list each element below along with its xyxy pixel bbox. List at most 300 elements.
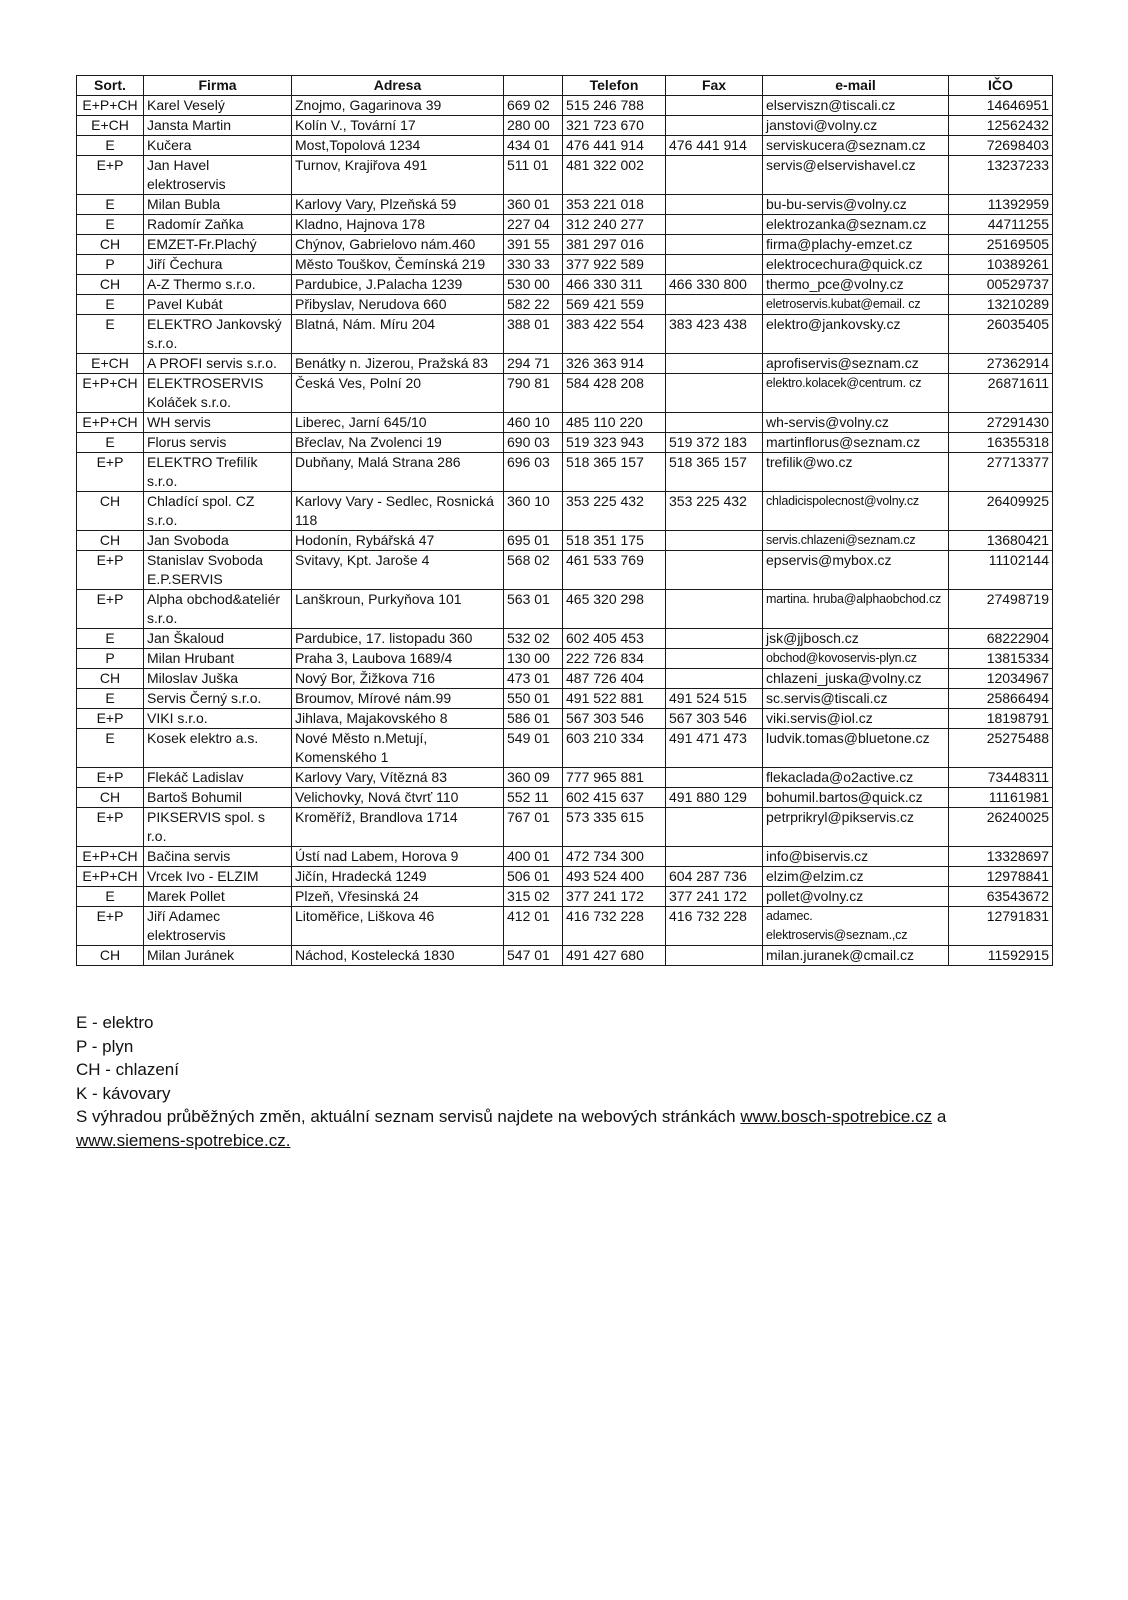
table-row: [77, 136, 1053, 156]
cell-ico: 72698403: [949, 136, 1053, 156]
cell-fax: 377 241 172: [666, 887, 763, 907]
cell-sort: CH: [77, 235, 144, 255]
table-row: [77, 867, 1053, 887]
cell-firma: Marek Pollet: [144, 887, 292, 907]
cell-fax: [666, 590, 763, 629]
cell-telefon: 461 533 769: [563, 551, 666, 590]
cell-telefon: 312 240 277: [563, 215, 666, 235]
cell-firma: Alpha obchod&ateliér s.r.o.: [144, 590, 292, 629]
cell-telefon: 481 322 002: [563, 156, 666, 195]
legend-item-chlazeni: CH - chlazení: [76, 1060, 179, 1079]
cell-sort: CH: [77, 531, 144, 551]
cell-ico: 10389261: [949, 255, 1053, 275]
table-row: [77, 729, 1053, 768]
cell-email: pollet@volny.cz: [763, 887, 949, 907]
document-page: [76, 75, 1052, 966]
cell-ico: 26409925: [949, 492, 1053, 531]
cell-telefon: 485 110 220: [563, 413, 666, 433]
cell-email: serviskucera@seznam.cz: [763, 136, 949, 156]
cell-email: firma@plachy-emzet.cz: [763, 235, 949, 255]
cell-adresa: Kroměříž, Brandlova 1714: [292, 808, 504, 847]
cell-ico: 26240025: [949, 808, 1053, 847]
cell-ico: 11102144: [949, 551, 1053, 590]
header-ico: IČO: [949, 76, 1053, 96]
cell-fax: 491 524 515: [666, 689, 763, 709]
cell-firma: Servis Černý s.r.o.: [144, 689, 292, 709]
cell-ico: 13680421: [949, 531, 1053, 551]
cell-telefon: 491 522 881: [563, 689, 666, 709]
cell-email: martina. hruba@alphaobchod.cz: [763, 590, 949, 629]
cell-telefon: 515 246 788: [563, 96, 666, 116]
cell-telefon: 476 441 914: [563, 136, 666, 156]
table-row: [77, 847, 1053, 867]
cell-ico: 13210289: [949, 295, 1053, 315]
table-row: [77, 433, 1053, 453]
table-row: [77, 492, 1053, 531]
cell-adresa: Nové Město n.Metují, Komenského 1: [292, 729, 504, 768]
cell-firma: A-Z Thermo s.r.o.: [144, 275, 292, 295]
cell-adresa: Karlovy Vary, Plzeňská 59: [292, 195, 504, 215]
cell-adresa: Nový Bor, Žižkova 716: [292, 669, 504, 689]
cell-ico: 27713377: [949, 453, 1053, 492]
cell-adresa: Lanškroun, Purkyňova 101: [292, 590, 504, 629]
cell-fax: [666, 295, 763, 315]
cell-fax: [666, 96, 763, 116]
table-row: [77, 374, 1053, 413]
cell-fax: [666, 946, 763, 966]
cell-email: bu-bu-servis@volny.cz: [763, 195, 949, 215]
table-row: [77, 551, 1053, 590]
header-adresa: Adresa: [292, 76, 504, 96]
cell-email: ludvik.tomas@bluetone.cz: [763, 729, 949, 768]
table-row: [77, 946, 1053, 966]
cell-ico: 18198791: [949, 709, 1053, 729]
cell-telefon: 416 732 228: [563, 907, 666, 946]
cell-telefon: 777 965 881: [563, 768, 666, 788]
cell-firma: PIKSERVIS spol. s r.o.: [144, 808, 292, 847]
table-row: [77, 788, 1053, 808]
cell-sort: E: [77, 729, 144, 768]
cell-adresa: Pardubice, J.Palacha 1239: [292, 275, 504, 295]
cell-psc: 568 02: [504, 551, 563, 590]
cell-email: petrprikryl@pikservis.cz: [763, 808, 949, 847]
cell-sort: CH: [77, 492, 144, 531]
cell-telefon: 377 922 589: [563, 255, 666, 275]
cell-telefon: 567 303 546: [563, 709, 666, 729]
cell-adresa: Břeclav, Na Zvolenci 19: [292, 433, 504, 453]
cell-ico: 68222904: [949, 629, 1053, 649]
cell-telefon: 472 734 300: [563, 847, 666, 867]
cell-psc: 506 01: [504, 867, 563, 887]
cell-fax: 383 423 438: [666, 315, 763, 354]
cell-psc: 669 02: [504, 96, 563, 116]
cell-fax: [666, 768, 763, 788]
cell-fax: [666, 235, 763, 255]
cell-adresa: Znojmo, Gagarinova 39: [292, 96, 504, 116]
cell-email: bohumil.bartos@quick.cz: [763, 788, 949, 808]
table-row: [77, 768, 1053, 788]
cell-firma: Milan Juránek: [144, 946, 292, 966]
cell-firma: ELEKTRO Trefilík s.r.o.: [144, 453, 292, 492]
cell-psc: 547 01: [504, 946, 563, 966]
cell-psc: 550 01: [504, 689, 563, 709]
cell-sort: E: [77, 215, 144, 235]
cell-sort: CH: [77, 946, 144, 966]
cell-ico: 73448311: [949, 768, 1053, 788]
cell-fax: [666, 195, 763, 215]
table-row: [77, 907, 1053, 946]
table-row: [77, 195, 1053, 215]
cell-telefon: 377 241 172: [563, 887, 666, 907]
cell-sort: CH: [77, 275, 144, 295]
cell-email: chladicispolecnost@volny.cz: [763, 492, 949, 531]
cell-psc: 690 03: [504, 433, 563, 453]
cell-adresa: Chýnov, Gabrielovo nám.460: [292, 235, 504, 255]
table-header-row: [77, 76, 1053, 96]
cell-telefon: 519 323 943: [563, 433, 666, 453]
cell-adresa: Svitavy, Kpt. Jaroše 4: [292, 551, 504, 590]
cell-adresa: Město Touškov, Čemínská 219: [292, 255, 504, 275]
cell-firma: Jansta Martin: [144, 116, 292, 136]
cell-sort: E: [77, 295, 144, 315]
cell-fax: [666, 116, 763, 136]
cell-telefon: 573 335 615: [563, 808, 666, 847]
cell-ico: 12562432: [949, 116, 1053, 136]
cell-adresa: Karlovy Vary, Vítězná 83: [292, 768, 504, 788]
header-sort: Sort.: [77, 76, 144, 96]
cell-sort: E+P: [77, 453, 144, 492]
table-row: [77, 96, 1053, 116]
table-row: [77, 156, 1053, 195]
cell-fax: [666, 629, 763, 649]
cell-sort: E+CH: [77, 116, 144, 136]
cell-sort: CH: [77, 669, 144, 689]
cell-fax: 491 471 473: [666, 729, 763, 768]
cell-psc: 280 00: [504, 116, 563, 136]
cell-firma: Chladící spol. CZ s.r.o.: [144, 492, 292, 531]
cell-ico: 26035405: [949, 315, 1053, 354]
cell-fax: 353 225 432: [666, 492, 763, 531]
cell-sort: E+P: [77, 551, 144, 590]
cell-ico: 27362914: [949, 354, 1053, 374]
cell-firma: Radomír Zaňka: [144, 215, 292, 235]
cell-firma: Vrcek Ivo - ELZIM: [144, 867, 292, 887]
cell-firma: Miloslav Juška: [144, 669, 292, 689]
cell-email: viki.servis@iol.cz: [763, 709, 949, 729]
cell-ico: 26871611: [949, 374, 1053, 413]
legend-item-kavovary: K - kávovary: [76, 1083, 171, 1103]
cell-email: elektro@jankovsky.cz: [763, 315, 949, 354]
cell-firma: Jiří Adamec elektroservis: [144, 907, 292, 946]
cell-email: info@biservis.cz: [763, 847, 949, 867]
cell-fax: 416 732 228: [666, 907, 763, 946]
table-row: [77, 808, 1053, 847]
cell-psc: 790 81: [504, 374, 563, 413]
cell-ico: 12034967: [949, 669, 1053, 689]
table-row: [77, 629, 1053, 649]
cell-adresa: Jičín, Hradecká 1249: [292, 867, 504, 887]
cell-sort: P: [77, 649, 144, 669]
cell-fax: [666, 156, 763, 195]
cell-telefon: 493 524 400: [563, 867, 666, 887]
cell-psc: 360 10: [504, 492, 563, 531]
cell-telefon: 465 320 298: [563, 590, 666, 629]
cell-ico: 12978841: [949, 867, 1053, 887]
cell-email: adamec. elektroservis@seznam.,cz: [763, 907, 949, 946]
cell-adresa: Benátky n. Jizerou, Pražská 83: [292, 354, 504, 374]
cell-adresa: Náchod, Kostelecká 1830: [292, 946, 504, 966]
cell-sort: E+P+CH: [77, 413, 144, 433]
cell-telefon: 222 726 834: [563, 649, 666, 669]
cell-email: elserviszn@tiscali.cz: [763, 96, 949, 116]
cell-telefon: 487 726 404: [563, 669, 666, 689]
cell-telefon: 569 421 559: [563, 295, 666, 315]
cell-psc: 434 01: [504, 136, 563, 156]
table-row: [77, 235, 1053, 255]
cell-psc: 412 01: [504, 907, 563, 946]
cell-ico: 27291430: [949, 413, 1053, 433]
cell-ico: 13328697: [949, 847, 1053, 867]
cell-firma: VIKI s.r.o.: [144, 709, 292, 729]
cell-fax: [666, 808, 763, 847]
cell-sort: CH: [77, 788, 144, 808]
cell-ico: 11592915: [949, 946, 1053, 966]
cell-adresa: Turnov, Krajiřova 491: [292, 156, 504, 195]
cell-fax: [666, 354, 763, 374]
cell-sort: E+P+CH: [77, 96, 144, 116]
cell-psc: 552 11: [504, 788, 563, 808]
cell-email: aprofiservis@seznam.cz: [763, 354, 949, 374]
cell-psc: 360 09: [504, 768, 563, 788]
cell-fax: [666, 669, 763, 689]
cell-firma: Milan Bubla: [144, 195, 292, 215]
header-psc: [504, 76, 563, 96]
cell-fax: [666, 531, 763, 551]
cell-psc: 549 01: [504, 729, 563, 768]
cell-telefon: 383 422 554: [563, 315, 666, 354]
cell-sort: E+CH: [77, 354, 144, 374]
cell-fax: 491 880 129: [666, 788, 763, 808]
cell-telefon: 381 297 016: [563, 235, 666, 255]
cell-adresa: Česká Ves, Polní 20: [292, 374, 504, 413]
cell-sort: P: [77, 255, 144, 275]
table-row: [77, 295, 1053, 315]
cell-adresa: Plzeň, Vřesinská 24: [292, 887, 504, 907]
cell-firma: EMZET-Fr.Plachý: [144, 235, 292, 255]
cell-telefon: 602 415 637: [563, 788, 666, 808]
legend-note-text: S výhradou průběžných změn, aktuální seznam servisů najdete na webových stránkách: [76, 1107, 741, 1126]
cell-psc: 130 00: [504, 649, 563, 669]
cell-psc: 391 55: [504, 235, 563, 255]
table-row: [77, 453, 1053, 492]
service-table: [76, 75, 1053, 966]
cell-email: eletroservis.kubat@email. cz: [763, 295, 949, 315]
cell-adresa: Jihlava, Majakovského 8: [292, 709, 504, 729]
cell-firma: Jiří Čechura: [144, 255, 292, 275]
cell-adresa: Hodonín, Rybářská 47: [292, 531, 504, 551]
cell-firma: Florus servis: [144, 433, 292, 453]
cell-fax: 476 441 914: [666, 136, 763, 156]
cell-adresa: Most,Topolová 1234: [292, 136, 504, 156]
cell-email: elektrozanka@seznam.cz: [763, 215, 949, 235]
cell-sort: E+P: [77, 808, 144, 847]
cell-fax: [666, 255, 763, 275]
cell-sort: E+P: [77, 768, 144, 788]
cell-telefon: 518 365 157: [563, 453, 666, 492]
cell-firma: Milan Hrubant: [144, 649, 292, 669]
table-row: [77, 649, 1053, 669]
header-telefon: Telefon: [563, 76, 666, 96]
cell-sort: E: [77, 629, 144, 649]
cell-ico: 27498719: [949, 590, 1053, 629]
cell-fax: [666, 847, 763, 867]
cell-firma: Jan Škaloud: [144, 629, 292, 649]
cell-psc: 227 04: [504, 215, 563, 235]
cell-firma: ELEKTROSERVIS Koláček s.r.o.: [144, 374, 292, 413]
cell-adresa: Přibyslav, Nerudova 660: [292, 295, 504, 315]
cell-psc: 582 22: [504, 295, 563, 315]
cell-email: flekaclada@o2active.cz: [763, 768, 949, 788]
cell-sort: E: [77, 315, 144, 354]
cell-psc: 696 03: [504, 453, 563, 492]
cell-sort: E+P+CH: [77, 867, 144, 887]
cell-psc: 294 71: [504, 354, 563, 374]
cell-email: servis.chlazeni@seznam.cz: [763, 531, 949, 551]
cell-sort: E+P: [77, 590, 144, 629]
cell-firma: Karel Veselý: [144, 96, 292, 116]
cell-telefon: 326 363 914: [563, 354, 666, 374]
cell-fax: [666, 413, 763, 433]
legend-item-elektro: E - elektro: [76, 1013, 154, 1032]
cell-psc: 460 10: [504, 413, 563, 433]
table-row: [77, 669, 1053, 689]
cell-adresa: Velichovky, Nová čtvrť 110: [292, 788, 504, 808]
cell-sort: E: [77, 887, 144, 907]
cell-email: elzim@elzim.cz: [763, 867, 949, 887]
table-row: [77, 590, 1053, 629]
legend-item-plyn: P - plyn: [76, 1036, 134, 1056]
table-row: [77, 413, 1053, 433]
legend-note-and: a: [932, 1107, 947, 1126]
cell-firma: Jan Svoboda: [144, 531, 292, 551]
cell-fax: 604 287 736: [666, 867, 763, 887]
cell-ico: 44711255: [949, 215, 1053, 235]
table-row: [77, 215, 1053, 235]
cell-psc: 315 02: [504, 887, 563, 907]
cell-sort: E: [77, 136, 144, 156]
cell-firma: Bačina servis: [144, 847, 292, 867]
cell-adresa: Kolín V., Tovární 17: [292, 116, 504, 136]
cell-ico: 11392959: [949, 195, 1053, 215]
legend: [76, 1011, 1066, 1152]
cell-ico: 25866494: [949, 689, 1053, 709]
cell-email: sc.servis@tiscali.cz: [763, 689, 949, 709]
cell-fax: 567 303 546: [666, 709, 763, 729]
cell-firma: Flekáč Ladislav: [144, 768, 292, 788]
cell-email: jsk@jjbosch.cz: [763, 629, 949, 649]
cell-ico: 16355318: [949, 433, 1053, 453]
cell-firma: Pavel Kubát: [144, 295, 292, 315]
bosch-link[interactable]: www.bosch-spotrebice.cz: [740, 1107, 933, 1126]
cell-telefon: 353 221 018: [563, 195, 666, 215]
cell-telefon: 518 351 175: [563, 531, 666, 551]
cell-sort: E: [77, 689, 144, 709]
cell-sort: E+P: [77, 907, 144, 946]
cell-telefon: 491 427 680: [563, 946, 666, 966]
table-body: [77, 96, 1053, 966]
cell-psc: 511 01: [504, 156, 563, 195]
cell-ico: 63543672: [949, 887, 1053, 907]
cell-psc: 695 01: [504, 531, 563, 551]
cell-ico: 25169505: [949, 235, 1053, 255]
cell-telefon: 584 428 208: [563, 374, 666, 413]
cell-adresa: Ústí nad Labem, Horova 9: [292, 847, 504, 867]
cell-firma: Stanislav Svoboda E.P.SERVIS: [144, 551, 292, 590]
cell-email: obchod@kovoservis-plyn.cz: [763, 649, 949, 669]
legend-note: [76, 1105, 1066, 1152]
siemens-link[interactable]: www.siemens-spotrebice.cz.: [76, 1130, 291, 1150]
cell-email: elektro.kolacek@centrum. cz: [763, 374, 949, 413]
table-row: [77, 354, 1053, 374]
header-fax: Fax: [666, 76, 763, 96]
cell-email: martinflorus@seznam.cz: [763, 433, 949, 453]
cell-firma: ELEKTRO Jankovský s.r.o.: [144, 315, 292, 354]
cell-fax: [666, 215, 763, 235]
cell-email: elektrocechura@quick.cz: [763, 255, 949, 275]
header-firma: Firma: [144, 76, 292, 96]
cell-sort: E+P+CH: [77, 847, 144, 867]
cell-ico: 00529737: [949, 275, 1053, 295]
cell-adresa: Broumov, Mírové nám.99: [292, 689, 504, 709]
cell-sort: E: [77, 195, 144, 215]
cell-fax: 519 372 183: [666, 433, 763, 453]
cell-firma: WH servis: [144, 413, 292, 433]
cell-sort: E+P: [77, 709, 144, 729]
cell-psc: 767 01: [504, 808, 563, 847]
cell-telefon: 602 405 453: [563, 629, 666, 649]
cell-psc: 586 01: [504, 709, 563, 729]
cell-adresa: Litoměřice, Liškova 46: [292, 907, 504, 946]
table-row: [77, 116, 1053, 136]
cell-sort: E+P+CH: [77, 374, 144, 413]
cell-ico: 25275488: [949, 729, 1053, 768]
cell-psc: 530 00: [504, 275, 563, 295]
cell-ico: 13237233: [949, 156, 1053, 195]
cell-telefon: 603 210 334: [563, 729, 666, 768]
cell-sort: E+P: [77, 156, 144, 195]
table-row: [77, 275, 1053, 295]
table-row: [77, 531, 1053, 551]
cell-adresa: Liberec, Jarní 645/10: [292, 413, 504, 433]
cell-psc: 360 01: [504, 195, 563, 215]
cell-psc: 473 01: [504, 669, 563, 689]
cell-telefon: 353 225 432: [563, 492, 666, 531]
cell-email: janstovi@volny.cz: [763, 116, 949, 136]
cell-psc: 388 01: [504, 315, 563, 354]
cell-email: servis@elservishavel.cz: [763, 156, 949, 195]
cell-adresa: Pardubice, 17. listopadu 360: [292, 629, 504, 649]
header-email: e-mail: [763, 76, 949, 96]
cell-ico: 12791831: [949, 907, 1053, 946]
table-row: [77, 709, 1053, 729]
cell-fax: [666, 374, 763, 413]
cell-fax: [666, 551, 763, 590]
cell-ico: 11161981: [949, 788, 1053, 808]
cell-fax: [666, 649, 763, 669]
cell-adresa: Praha 3, Laubova 1689/4: [292, 649, 504, 669]
cell-email: epservis@mybox.cz: [763, 551, 949, 590]
cell-firma: Kučera: [144, 136, 292, 156]
